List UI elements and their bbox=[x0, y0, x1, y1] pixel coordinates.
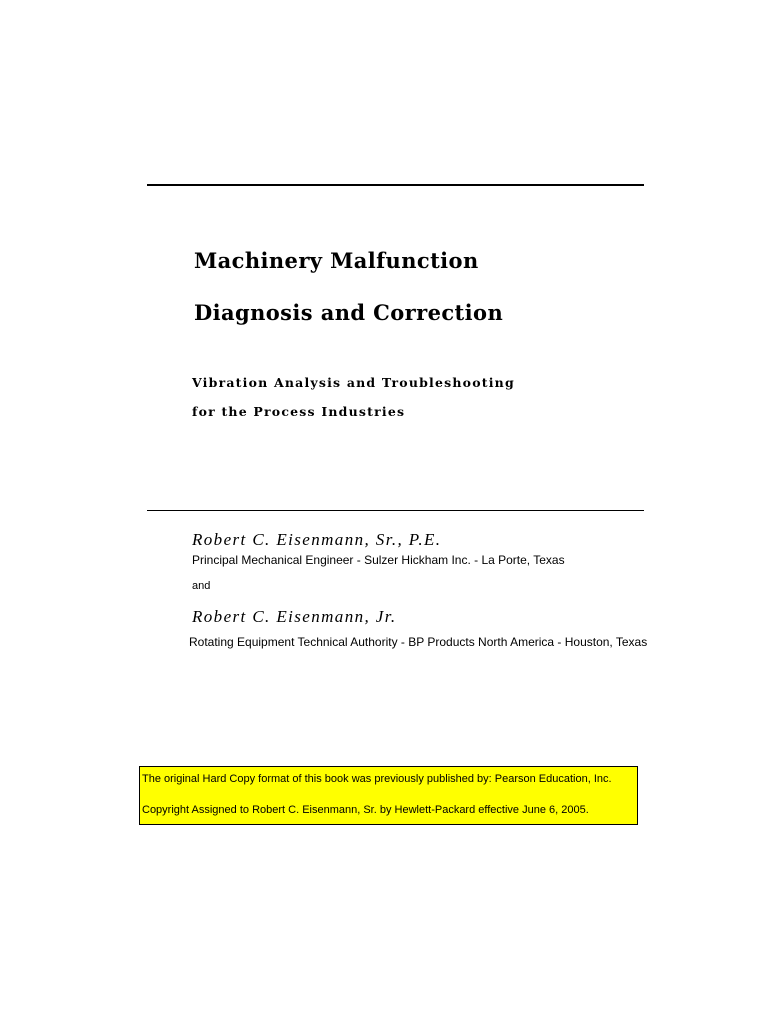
top-rule bbox=[147, 184, 644, 186]
book-title-line-2: Diagnosis and Correction bbox=[194, 300, 504, 325]
book-title-line-1: Machinery Malfunction bbox=[194, 248, 479, 273]
author-affiliation-1: Principal Mechanical Engineer - Sulzer Hickham Inc. - La Porte, Texas bbox=[192, 553, 565, 567]
subtitle-line-1: Vibration Analysis and Troubleshooting bbox=[192, 375, 515, 390]
author-conjunction: and bbox=[192, 580, 211, 592]
publication-notice: The original Hard Copy format of this book was previously published by: Pearson Education, Inc. bbox=[142, 773, 612, 785]
author-name-2: Robert C. Eisenmann, Jr. bbox=[192, 607, 397, 626]
author-name-1: Robert C. Eisenmann, Sr., P.E. bbox=[192, 530, 442, 549]
author-rule bbox=[147, 510, 644, 511]
copyright-notice-box bbox=[139, 766, 638, 825]
author-affiliation-2: Rotating Equipment Technical Authority - BP Products North America - Houston, Texas bbox=[189, 635, 648, 649]
copyright-notice: Copyright Assigned to Robert C. Eisenmann, Sr. by Hewlett-Packard effective June 6, 2005. bbox=[142, 804, 589, 816]
subtitle-line-2: for the Process Industries bbox=[192, 404, 406, 419]
